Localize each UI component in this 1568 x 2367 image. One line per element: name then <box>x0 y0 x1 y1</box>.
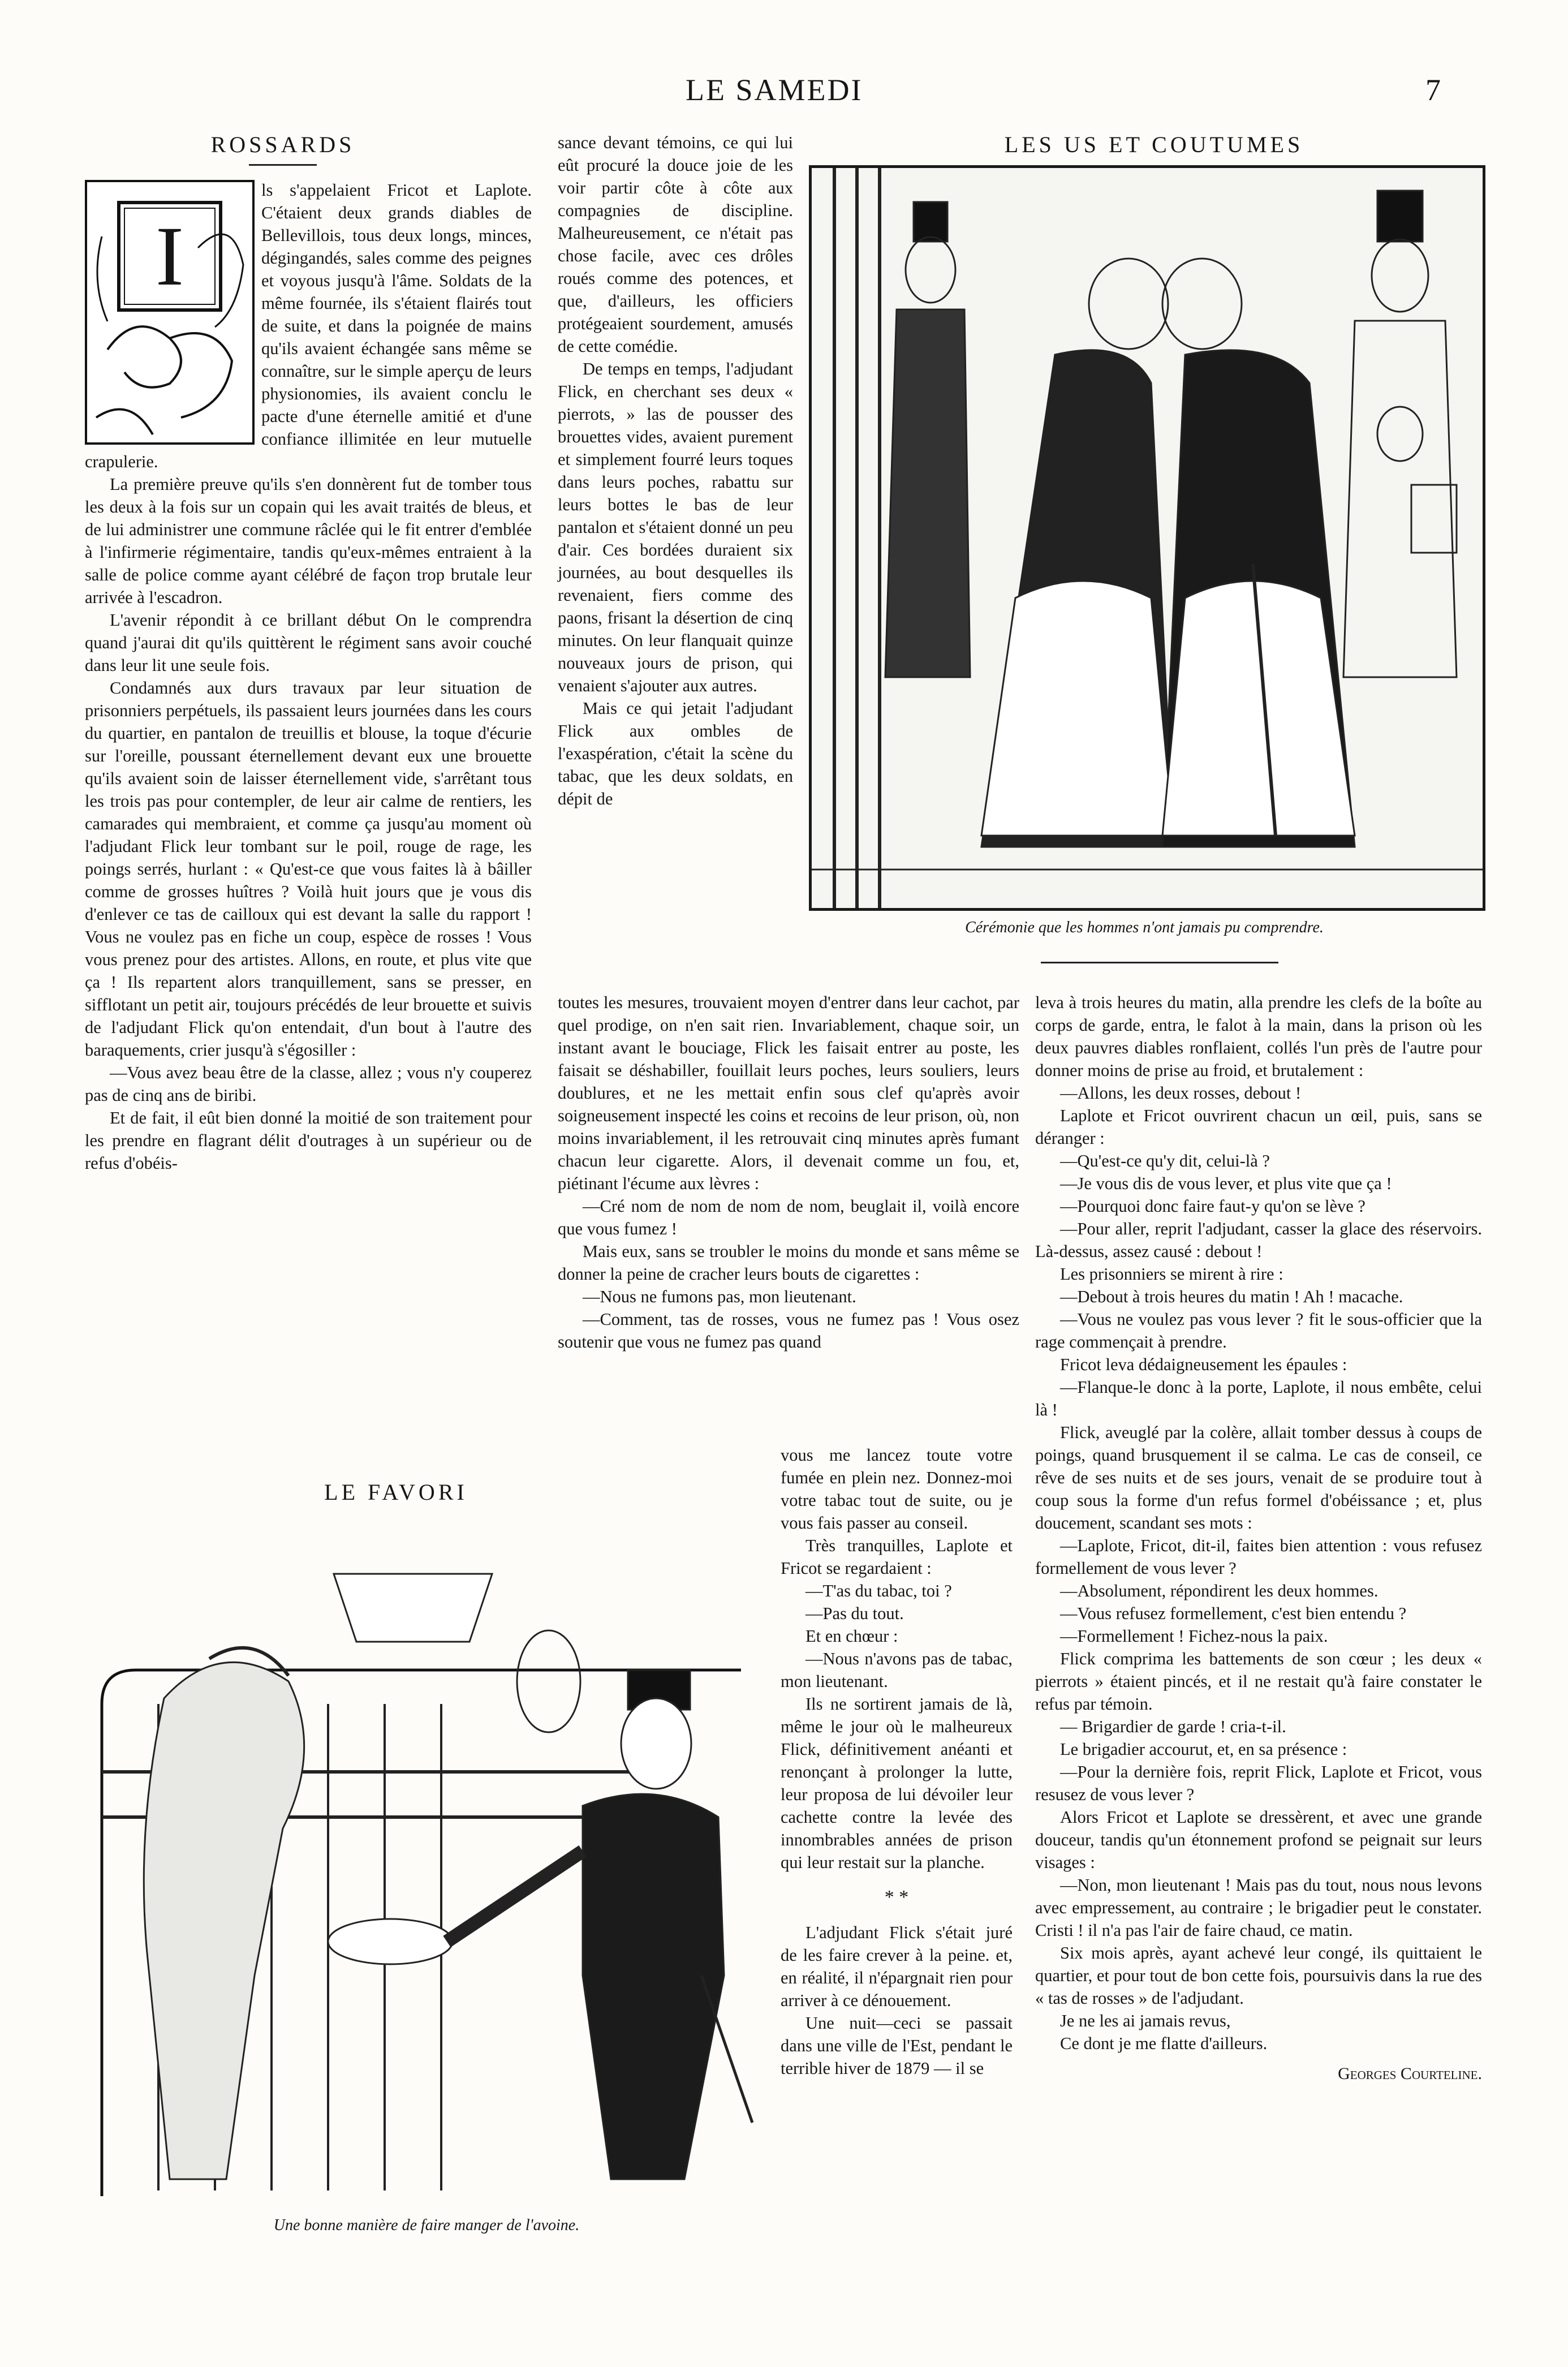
paragraph: Je ne les ai jamais revus, <box>1060 2011 1231 2030</box>
page-header-title: LE SAMEDI <box>686 73 863 107</box>
kissing-women-illustration-icon <box>812 168 1483 908</box>
paragraph: —Vous ne voulez pas vous lever ? fit le sous-officier que la rage commençait à prendre. <box>1035 1310 1482 1352</box>
illustration-title-favori: LE FAVORI <box>324 1479 468 1505</box>
article-title-rossards: ROSSARDS <box>210 132 355 157</box>
paragraph: —Nous ne fumons pas, mon lieutenant. <box>583 1287 856 1306</box>
paragraph: L'adjudant Flick s'était juré de les faire crever à la peine. et, en réalité, il n'épargnait rien pour arriver à ce dénouement. <box>781 1923 1013 2010</box>
illustration-title-us-coutumes: LES US ET COUTUMES <box>1004 132 1304 157</box>
caption-favori: Une bonne manière de faire manger de l'avoine. <box>273 2217 580 2234</box>
paragraph: —Pour aller, reprit l'adjudant, casser la glace des réservoirs. Là-dessus, assez causé : debout ! <box>1035 1219 1482 1261</box>
illustration-us-coutumes <box>809 165 1485 911</box>
paragraph: La première preuve qu'ils s'en donnèrent fut de tomber tous les deux à la fois sur un copain qui les avait traités de bleus, et de lui administrer une commune râclée qui le fit entrer d'emblée à l'infirmerie régimentaire, tandis qu'eux-mêmes entraient à la salle de police comme ayant célébré de façon trop brutale leur arrivée à l'escadron. <box>85 475 532 607</box>
paragraph: —Nous n'avons pas de tabac, mon lieutenant. <box>781 1649 1013 1691</box>
paragraph: L'avenir répondit à ce brillant début On le comprendra quand j'aurai dit qu'ils quittèrent le régiment sans avoir couché dans leur lit une seule fois. <box>85 610 532 675</box>
paragraph: — Brigardier de garde ! cria-t-il. <box>1060 1717 1286 1736</box>
paragraph: Très tranquilles, Laplote et Fricot se regardaient : <box>781 1536 1013 1578</box>
paragraph: —Je vous dis de vous lever, et plus vite que ça ! <box>1060 1174 1392 1193</box>
dropcap-letter: I <box>156 209 184 303</box>
paragraph: —Laplote, Fricot, dit-il, faites bien attention : vous refusez formellement de vous lever ? <box>1035 1536 1482 1578</box>
title-rule <box>249 164 317 166</box>
paragraph: Flick comprima les battements de son cœur ; les deux « pierrots » étaient pincés, et il ne restait qu'à faire constater le refus par témoin. <box>1035 1649 1482 1714</box>
paragraph: —Absolument, répondirent les deux hommes. <box>1060 1581 1379 1600</box>
paragraph: —Pourquoi donc faire faut-y qu'on se lève ? <box>1060 1197 1365 1216</box>
caption-us-coutumes: Cérémonie que les hommes n'ont jamais pu comprendre. <box>965 919 1324 936</box>
paragraph: —Vous refusez formellement, c'est bien entendu ? <box>1060 1604 1407 1623</box>
paragraph: —Allons, les deux rosses, debout ! <box>1060 1083 1302 1103</box>
column-1 <box>85 179 532 1174</box>
section-separator-stars: * * <box>884 1887 909 1908</box>
paragraph: —Pas du tout. <box>805 1604 904 1623</box>
paragraph: —Vous avez beau être de la classe, allez ; vous n'y couperez pas de cinq ans de biribi. <box>85 1063 532 1105</box>
paragraph: De temps en temps, l'adjudant Flick, en cherchant ses deux « pierrots, » las de pousser des brouettes vides, avaient purement et simplement fourré leurs toques dans leurs poches, rabattu sur leurs bottes le bas de leur pantalon et s'étaient donné un peu d'air. Ces bordées duraient six journées, au bout desquelles ils revenaient, fiers comme des paons, frisant la désertion de cinq minutes. On leur flanquait quinze nouveaux jours de prison, qui venaient s'ajouter aux autres. <box>558 359 793 695</box>
paragraph: Condamnés aux durs travaux par leur situation de prisonniers perpétuels, ils passaient leurs journées dans les cours du quartier, en pantalon de treuillis et blouse, la toque d'écurie sur l'oreille, poussant éternellement devant eux une brouette qu'ils avaient soin de laisser éternellement vide, s'arrêtant tous les trois pas pour contempler, de leur air calme de rentiers, les camarades qui membraient, et comme ça jusqu'au moment où l'adjudant Flick leur tombant sur le poil, rouge de rage, les poings serrés, hurlant : « Qu'est-ce que vous faites là à bâiller comme de grosses huîtres ? Voilà huit jours que je vous dis d'enlever ce tas de cailloux qui est devant la salle du rapport ! Vous ne voulez pas en fiche un coup, espèce de rosses ! Vous vous prenez pour des artistes. Allons, en route, et plus vite que ça ! Ils repartent alors tranquillement, sans se presser, en sifflotant un petit air, toujours précédés de leur brouette et suivis de l'adjudant Flick qu'on entendait, d'un bout à l'autre des baraquements, crier jusqu'à s'égosiller : <box>85 678 532 1060</box>
paragraph: Ce dont je me flatte d'ailleurs. <box>1060 2034 1268 2053</box>
paragraph: Une nuit—ceci se passait dans une ville de l'Est, pendant le terrible hiver de 1879 — il se <box>781 2013 1013 2078</box>
paragraph: —Debout à trois heures du matin ! Ah ! macache. <box>1060 1287 1403 1306</box>
paragraph: Ils ne sortirent jamais de là, même le jour où le malheureux Flick, définitivement anéanti et renonçant à prolonger la lutte, leur proposa de lui dévoiler leur cachette contre la levée des innombrables années de prison qui leur restait sur la planche. <box>781 1694 1013 1872</box>
paragraph: Laplote et Fricot ouvrirent chacun un œil, puis, sans se déranger : <box>1035 1106 1482 1148</box>
column-2-lower <box>781 1444 1013 2080</box>
paragraph: —Non, mon lieutenant ! Mais pas du tout, nous nous levons avec empressement, au contraire ; le brigadier peut le constater. Cristi ! il n'a pas l'air de faire chaud, ce matin. <box>1035 1875 1482 1940</box>
author-signature: Georges Courteline. <box>1338 2064 1482 2083</box>
paragraph: sance devant témoins, ce qui lui eût procuré la douce joie de les voir partir côte à côte aux compagnies de discipline. Malheureusement, ce n'était pas chose facile, avec ces drôles roués comme des potences, et que, d'ailleurs, les officiers protégeaient sourdement, amusés de cette comédie. <box>558 133 793 356</box>
paragraph: vous me lancez toute votre fumée en plein nez. Donnez-moi votre tabac tout de suite, ou je vous fais passer au conseil. <box>781 1445 1013 1533</box>
paragraph: leva à trois heures du matin, alla prendre les clefs de la boîte au corps de garde, entra, le falot à la main, dans la prison où les deux pauvres diables ronflaient, collés l'un près de l'autre pour donner moins de prise au froid, et brutalement : <box>1035 993 1482 1080</box>
paragraph: Alors Fricot et Laplote se dressèrent, et avec une grande douceur, tandis qu'un étonnement profond se peignait sur leurs visages : <box>1035 1807 1482 1872</box>
paragraph: ls s'appelaient Fricot et Laplote. C'étaient deux grands diables de Bellevillois, tous deux longs, minces, dégingandés, sales comme des peignes et voyous jusqu'à l'âme. Soldats de la même fournée, ils s'étaient flairés tout de suite, et dans la poignée de mains qu'ils avaient échangée sans même se connaître, sur le simple aperçu de leurs physionomies, ils avaient conclu le pacte d'une éternelle amitié et d'une confiance illimitée en leur mutuelle crapulerie. <box>85 180 532 471</box>
paragraph: —Comment, tas de rosses, vous ne fumez pas ! Vous osez soutenir que vous ne fumez pas quand <box>558 1310 1019 1352</box>
paragraph: Mais ce qui jetait l'adjudant Flick aux ombles de l'exaspération, c'était la scène du tabac, que les deux soldats, en dépit de <box>558 699 793 808</box>
paragraph: Flick, aveuglé par la colère, allait tomber dessus à coups de poings, quand brusquement il se calma. Le cas de conseil, ce rêve de ses nuits et de ses jours, venait de se produire tout à coup sous la forme d'un refus formel d'obéissance ; et, plus doucement, scandant ses mots : <box>1035 1423 1482 1533</box>
paragraph: Mais eux, sans se troubler le moins du monde et sans même se donner la peine de cracher leurs bouts de cigarettes : <box>558 1242 1019 1284</box>
paragraph: Les prisonniers se mirent à rire : <box>1060 1264 1283 1284</box>
illustration-favori <box>85 1512 768 2213</box>
horse-and-woman-illustration-icon <box>85 1512 768 2213</box>
paragraph: Fricot leva dédaigneusement les épaules : <box>1060 1355 1347 1374</box>
paragraph: toutes les mesures, trouvaient moyen d'entrer dans leur cachot, par quel prodige, on n'en sait rien. Invariablement, chaque soir, un instant avant le bouciage, Flick les faisait entrer au poste, les faisait se déshabiller, fouillait leurs poches, leurs souliers, leurs doublures, et ne les mettait enfin sous clef qu'après avoir soigneusement inspecté les coins et recoins de leur prison, où, non moins invariablement, il les retrouvait cinq minutes après fumant chacun leur cigarette. Alors, il devenait comme un fou, et, piétinant l'écume aux lèvres : <box>558 993 1019 1193</box>
paragraph: —Cré nom de nom de nom de nom, beuglait il, voilà encore que vous fumez ! <box>558 1197 1019 1238</box>
paragraph: —T'as du tabac, toi ? <box>805 1581 952 1600</box>
paragraph: —Formellement ! Fichez-nous la paix. <box>1060 1626 1328 1646</box>
column-2-upper <box>558 131 793 810</box>
paragraph: —Flanque-le donc à la porte, Laplote, il nous embête, celui là ! <box>1035 1378 1482 1419</box>
paragraph: —Pour la dernière fois, reprit Flick, Laplote et Fricot, vous resusez de vous lever ? <box>1035 1762 1482 1804</box>
paragraph: Et de fait, il eût bien donné la moitié de son traitement pour les prendre en flagrant délit d'outrages à un supérieur ou de refus d'obéis- <box>85 1108 532 1173</box>
column-2-middle <box>558 991 1019 1353</box>
paragraph: Et en chœur : <box>805 1626 898 1646</box>
column-3 <box>1035 991 1482 2085</box>
paragraph: —Qu'est-ce qu'y dit, celui-là ? <box>1060 1151 1270 1170</box>
paragraph: Six mois après, ayant achevé leur congé, ils quittaient le quartier, et pour tout de bon cette fois, poursuivis dans la rue des « tas de rosses » de l'adjudant. <box>1035 1943 1482 2008</box>
paragraph: Le brigadier accourut, et, en sa présence : <box>1060 1740 1347 1759</box>
page-number: 7 <box>1425 73 1442 107</box>
section-rule <box>1041 962 1278 963</box>
